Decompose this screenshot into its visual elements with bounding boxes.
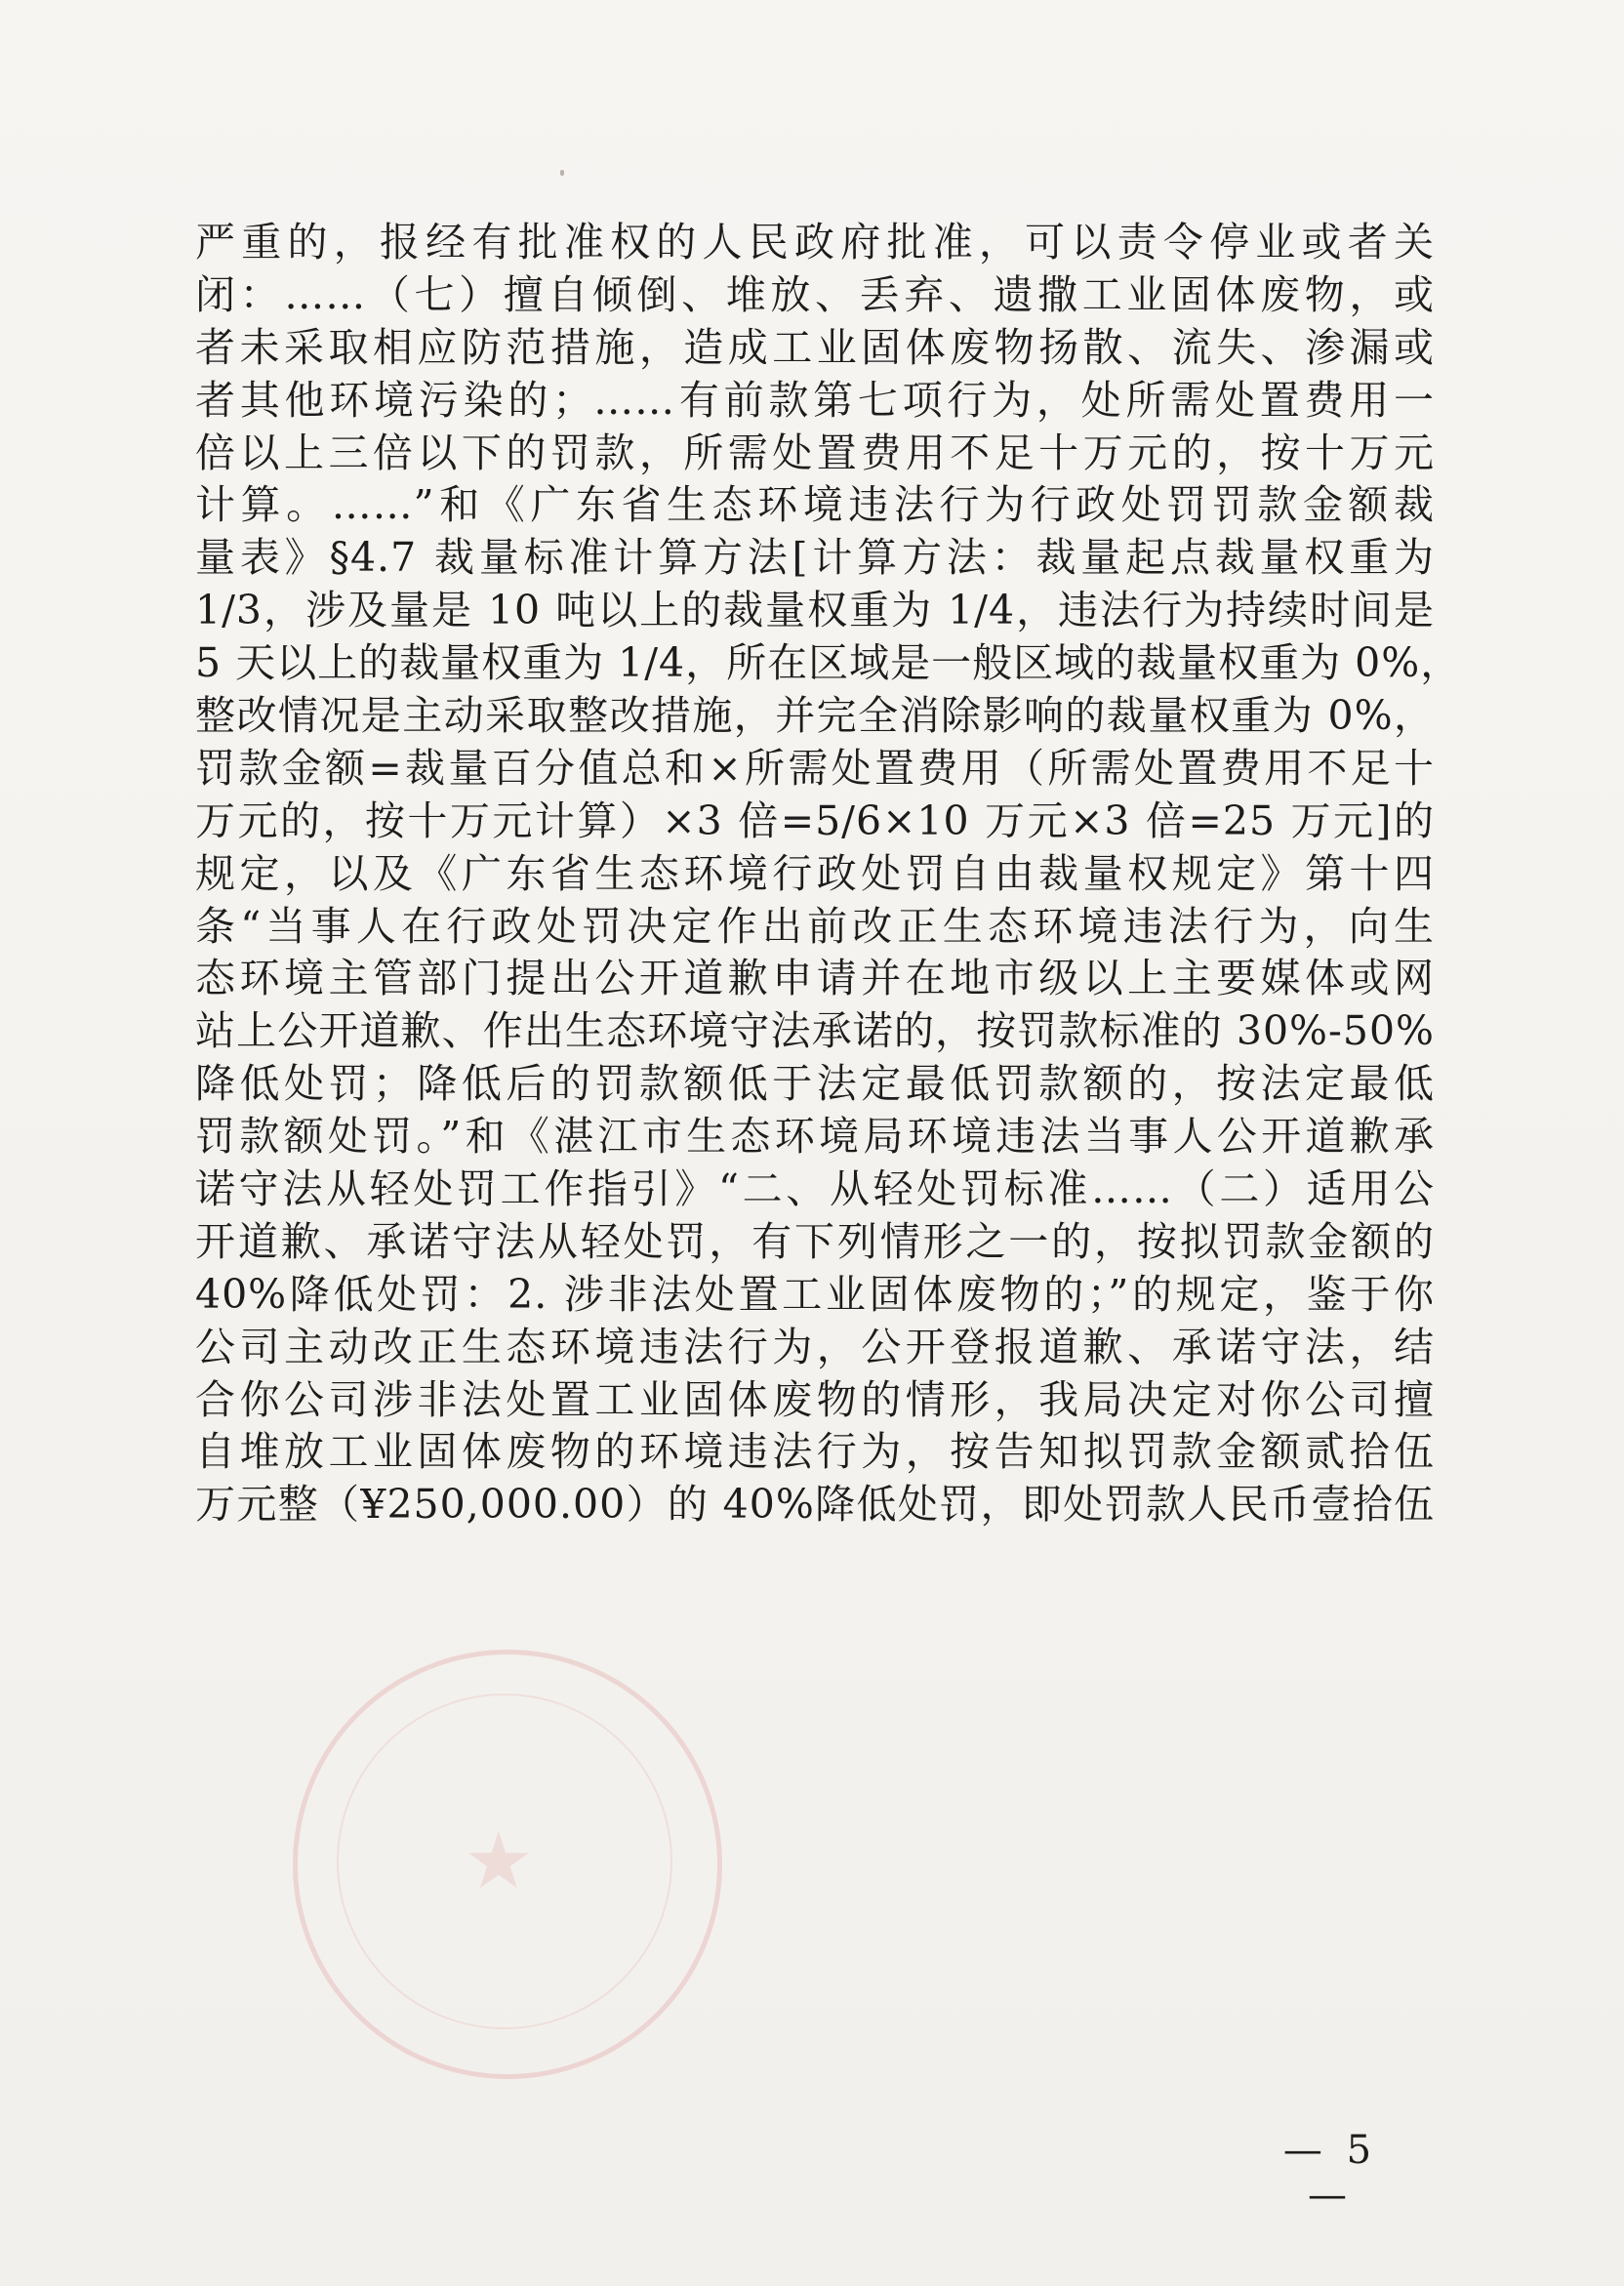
text-line: 量表》§4.7 裁量标准计算方法[计算方法：裁量起点裁量权重为 — [195, 534, 1435, 582]
scan-speck — [560, 170, 564, 176]
text-line: 公司主动改正生态环境违法行为，公开登报道歉、承诺守法，结 — [195, 1323, 1435, 1370]
text-line: 40%降低处罚：2. 涉非法处置工业固体废物的；”的规定，鉴于你 — [195, 1270, 1435, 1318]
text-line: 者其他环境污染的；……有前款第七项行为，处所需处置费用一 — [195, 376, 1435, 424]
text-line: 整改情况是主动采取整改措施，并完全消除影响的裁量权重为 0%， — [195, 692, 1435, 740]
seal-star-icon: ★ — [464, 1816, 534, 1906]
text-line: 降低处罚；降低后的罚款额低于法定最低罚款额的，按法定最低 — [195, 1060, 1435, 1108]
text-line: 万元的，按十万元计算）×3 倍=5/6×10 万元×3 倍=25 万元]的 — [195, 796, 1435, 844]
text-line: 罚款额处罚。”和《湛江市生态环境局环境违法当事人公开道歉承 — [195, 1113, 1435, 1161]
text-line: 站上公开道歉、作出生态环境守法承诺的，按罚款标准的 30%-50% — [195, 1007, 1435, 1055]
text-line: 罚款金额=裁量百分值总和×所需处置费用（所需处置费用不足十 — [195, 744, 1435, 792]
text-line: 者未采取相应防范措施，造成工业固体废物扬散、流失、渗漏或 — [195, 323, 1435, 371]
official-seal-stamp — [293, 1650, 722, 2079]
text-line: 规定，以及《广东省生态环境行政处罚自由裁量权规定》第十四 — [195, 849, 1435, 897]
text-line: 计算。……”和《广东省生态环境违法行为行政处罚罚款金额裁 — [195, 481, 1435, 529]
text-line: 自堆放工业固体废物的环境违法行为，按告知拟罚款金额贰拾伍 — [195, 1428, 1435, 1476]
text-line: 倍以上三倍以下的罚款，所需处置费用不足十万元的，按十万元 — [195, 429, 1435, 476]
text-line: 1/3，涉及量是 10 吨以上的裁量权重为 1/4，违法行为持续时间是 — [195, 587, 1435, 634]
document-body-text — [195, 217, 1462, 1531]
seal-inner-ring — [337, 1694, 672, 2029]
text-line: 诺守法从轻处罚工作指引》“二、从轻处罚标准……（二）适用公 — [195, 1165, 1435, 1213]
text-line: 条“当事人在行政处罚决定作出前改正生态环境违法行为，向生 — [195, 902, 1435, 950]
text-line: 5 天以上的裁量权重为 1/4，所在区域是一般区域的裁量权重为 0%， — [195, 639, 1462, 687]
text-line: 万元整（¥250,000.00）的 40%降低处罚，即处罚款人民币壹拾伍 — [195, 1481, 1435, 1529]
text-line: 严重的，报经有批准权的人民政府批准，可以责令停业或者关 — [195, 219, 1435, 265]
text-line: 态环境主管部门提出公开道歉申请并在地市级以上主要媒体或网 — [195, 955, 1435, 1002]
text-line: 闭：……（七）擅自倾倒、堆放、丢弃、遗撒工业固体废物，或 — [195, 270, 1435, 318]
text-line: 合你公司涉非法处置工业固体废物的情形，我局决定对你公司擅 — [195, 1375, 1435, 1423]
text-line: 开道歉、承诺守法从轻处罚，有下列情形之一的，按拟罚款金额的 — [195, 1217, 1435, 1265]
page-number: — 5 — — [1282, 2128, 1378, 2218]
